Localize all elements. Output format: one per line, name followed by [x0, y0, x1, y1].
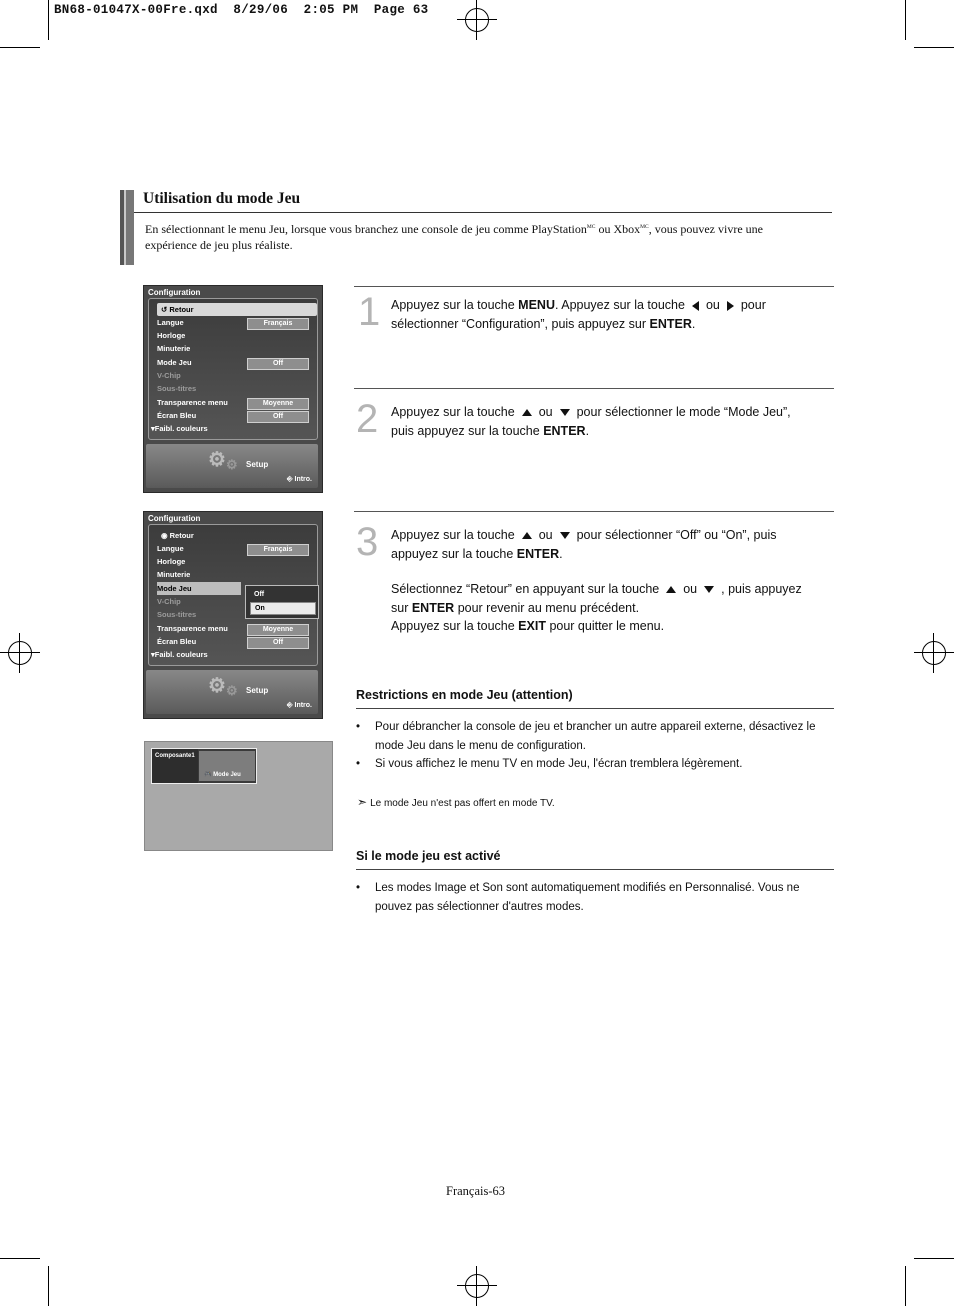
up-arrow-icon — [666, 586, 676, 593]
osd-row-vchip: V-Chip — [157, 371, 181, 380]
osd-row-sous-titres: Sous-titres — [157, 384, 197, 393]
step-rule — [354, 511, 834, 512]
section-bar — [120, 190, 134, 265]
game-mode-screen — [144, 741, 333, 851]
osd-screen-2 — [143, 511, 323, 719]
osd-option-off: Off — [254, 591, 265, 598]
mode-jeu-label: 🎮 Mode Jeu — [204, 772, 241, 778]
registration-mark — [0, 633, 40, 673]
step-number: 1 — [358, 290, 381, 334]
crop-mark — [914, 1258, 954, 1259]
osd-menu-panel — [148, 524, 318, 666]
osd-footer-band — [146, 444, 318, 488]
crop-mark — [905, 1266, 906, 1306]
osd-row-ecran-bleu: Écran Bleu Off — [157, 635, 317, 648]
note-arrow-icon: ➣ — [357, 795, 368, 809]
osd-setup-label: Setup — [246, 460, 269, 469]
osd-intro-label: ⎆ Intro. — [286, 476, 312, 483]
osd-row-horloge: Horloge — [157, 557, 186, 566]
note: ➣ Le mode Jeu n'est pas offert en mode TV. — [357, 795, 555, 809]
osd-row-minuterie: Minuterie — [157, 344, 191, 353]
active-list — [356, 879, 816, 916]
crop-mark — [914, 47, 954, 48]
down-arrow-icon — [704, 586, 714, 593]
osd-option-on: On — [250, 602, 316, 615]
mode-panel — [199, 751, 255, 781]
gear-icon: ⚙ — [208, 449, 226, 471]
step-number: 2 — [356, 397, 379, 441]
list-item: • Si vous affichez le menu TV en mode Jeu, l'écran tremblera légèrement. — [356, 755, 816, 774]
source-info-box — [151, 748, 257, 784]
step-rule — [354, 286, 834, 287]
active-rule — [356, 869, 834, 870]
osd-screen-1 — [143, 285, 323, 493]
step-1-text: Appuyez sur la touche MENU. Appuyez sur la touche ou pour sélectionner “Configuration”, puis appuyez sur ENTER. — [391, 298, 766, 331]
osd-row-mode-jeu: Mode Jeu Off — [157, 356, 317, 369]
step-3-return-text: Sélectionnez “Retour” en appuyant sur la touche ou , puis appuyez sur ENTER pour revenir au menu précédent. Appuyez sur la touche EXIT pour quitter le menu. — [391, 582, 802, 633]
restrictions-title: Restrictions en mode Jeu (attention) — [356, 688, 573, 702]
osd-title: Configuration — [148, 288, 201, 297]
crop-mark — [905, 0, 906, 40]
osd-title: Configuration — [148, 514, 201, 523]
restrictions-rule — [356, 708, 834, 709]
source-label: Composante1 — [152, 749, 198, 783]
osd-row-transparence: Transparence menu Moyenne — [157, 396, 317, 409]
step-3-text: Appuyez sur la touche ou pour sélectionner “Off” ou “On”, puis appuyez sur la touche ENTER. — [391, 528, 777, 561]
osd-row-ecran-bleu: Écran Bleu Off — [157, 409, 317, 422]
list-item: • Pour débrancher la console de jeu et brancher un autre appareil externe, désactivez le mode Jeu dans le menu de configuration. — [356, 718, 816, 755]
left-arrow-icon — [692, 301, 699, 311]
osd-footer-band — [146, 670, 318, 714]
osd-row-horloge: Horloge — [157, 331, 186, 340]
osd-row-langue: Langue Français — [157, 542, 317, 555]
crop-mark — [48, 0, 49, 40]
down-arrow-icon — [560, 409, 570, 416]
registration-mark — [457, 1266, 497, 1306]
crop-mark — [0, 47, 40, 48]
gear-icon: ⚙ — [208, 675, 226, 697]
osd-row-faibl-couleurs: ▾Faibl. couleurs — [151, 650, 208, 659]
osd-row-retour: ↺ Retour — [157, 303, 317, 316]
restrictions-list — [356, 718, 816, 774]
osd-option-popup — [245, 585, 319, 619]
section-rule — [134, 212, 832, 213]
up-arrow-icon — [522, 409, 532, 416]
step-number: 3 — [356, 520, 379, 564]
right-arrow-icon — [727, 301, 734, 311]
osd-menu-panel — [148, 298, 318, 440]
crop-mark — [48, 1266, 49, 1306]
gear-icon: ⚙ — [226, 683, 238, 698]
osd-row-retour: ◉ Retour — [161, 531, 194, 540]
step-rule — [354, 388, 834, 389]
page-footer: Français-63 — [446, 1184, 506, 1198]
osd-row-transparence: Transparence menu Moyenne — [157, 622, 317, 635]
section-title: Utilisation du mode Jeu — [143, 190, 301, 207]
gear-icon: ⚙ — [226, 457, 238, 472]
registration-mark — [914, 633, 954, 673]
down-arrow-icon — [560, 532, 570, 539]
crop-mark — [0, 1258, 40, 1259]
osd-row-mode-jeu: Mode Jeu — [157, 582, 241, 595]
osd-setup-label: Setup — [246, 686, 269, 695]
osd-intro-label: ⎆ Intro. — [286, 702, 312, 709]
intro-paragraph: En sélectionnant le menu Jeu, lorsque vous branchez une console de jeu comme PlayStation$^{MC}$ ou Xbox$^{MC}$, vous pouvez vivre une expérience de jeu plus réaliste. — [145, 222, 763, 252]
osd-row-minuterie: Minuterie — [157, 570, 191, 579]
list-item: • Les modes Image et Son sont automatiquement modifiés en Personnalisé. Vous ne pouvez pas sélectionner d'autres modes. — [356, 879, 816, 916]
step-2-text: Appuyez sur la touche ou pour sélectionner le mode “Mode Jeu”, puis appuyez sur la touche ENTER. — [391, 405, 791, 438]
active-title: Si le mode jeu est activé — [356, 849, 501, 863]
up-arrow-icon — [522, 532, 532, 539]
osd-row-faibl-couleurs: ▾Faibl. couleurs — [151, 424, 208, 433]
print-header: BN68-01047X-00Fre.qxd 8/29/06 2:05 PM Page 63 — [54, 3, 429, 17]
osd-row-sous-titres: Sous-titres — [157, 610, 197, 619]
osd-row-langue: Langue Français — [157, 316, 317, 329]
registration-mark — [457, 0, 497, 40]
osd-row-vchip: V-Chip — [157, 597, 181, 606]
